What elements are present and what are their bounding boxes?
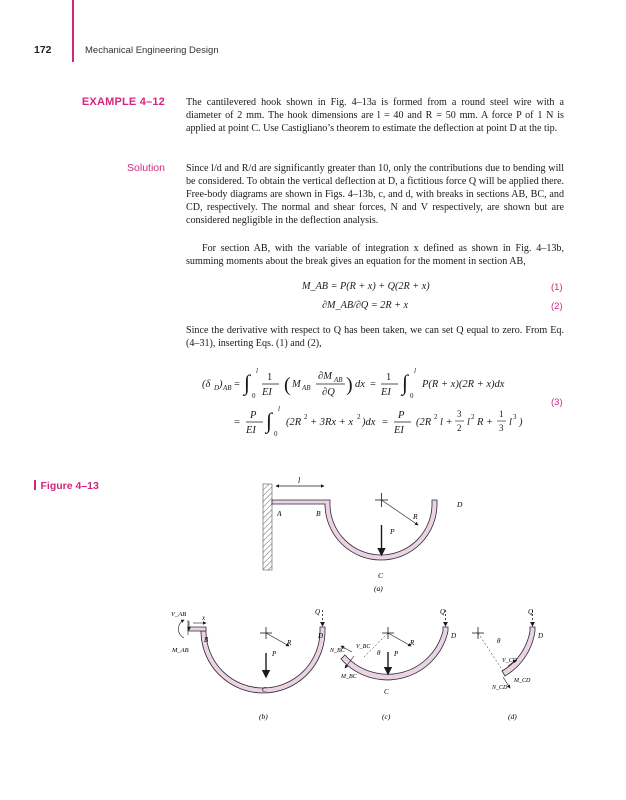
svg-text:3: 3 <box>513 413 517 421</box>
label-D-c: D <box>451 632 457 640</box>
svg-text:∂M: ∂M <box>318 371 332 382</box>
label-x: x <box>202 614 206 622</box>
label-D: D <box>457 500 463 509</box>
panel-a-label: (a) <box>374 584 383 593</box>
figure-4-13 <box>0 470 626 730</box>
svg-text:M: M <box>292 379 301 390</box>
hook-d <box>502 627 535 676</box>
header-rule <box>72 0 74 62</box>
example-label: EXAMPLE 4–12 <box>81 96 165 108</box>
svg-text:EI: EI <box>381 387 391 398</box>
label-l: l <box>298 476 301 485</box>
label-V-AB: V_AB <box>171 611 187 618</box>
label-Q-d: Q <box>528 608 534 616</box>
svg-text:1: 1 <box>386 372 392 383</box>
label-D-d: D <box>538 632 544 640</box>
panel-d-label: (d) <box>508 712 517 721</box>
svg-text:3: 3 <box>457 409 462 419</box>
page-number: 172 <box>34 44 52 56</box>
svg-text:(: ( <box>284 374 291 396</box>
label-M-CD: M_CD <box>514 678 531 684</box>
panel-d-drawing <box>472 610 535 688</box>
panel-b-label: (b) <box>259 712 268 721</box>
svg-text:AB: AB <box>223 384 232 392</box>
equation-2-number: (2) <box>551 301 563 312</box>
label-N-CD: N_CD <box>492 685 508 691</box>
panel-b-drawing <box>178 610 325 693</box>
label-theta-c: θ <box>377 649 381 657</box>
svg-text:2: 2 <box>457 423 462 433</box>
label-B-b: B <box>204 636 209 644</box>
label-B: B <box>316 509 321 518</box>
svg-text:=: = <box>234 417 240 428</box>
svg-text:): ) <box>219 379 223 390</box>
hook-a <box>272 500 437 560</box>
label-Q-b: Q <box>315 608 321 616</box>
svg-text:=: = <box>234 379 240 390</box>
label-C-b: C <box>262 686 267 694</box>
svg-text:2: 2 <box>304 413 308 421</box>
label-M-AB: M_AB <box>172 647 189 654</box>
svg-text:l: l <box>256 367 258 375</box>
label-R-c: R <box>410 639 415 647</box>
label-M-BC: M_BC <box>341 674 357 680</box>
svg-text:2: 2 <box>471 413 475 421</box>
svg-text:=: = <box>370 379 376 390</box>
svg-text:(2R: (2R <box>416 417 432 428</box>
svg-text:AB: AB <box>302 384 311 392</box>
svg-text:2: 2 <box>357 413 361 421</box>
panel-c-label: (c) <box>382 712 391 721</box>
label-C-c: C <box>384 688 389 696</box>
svg-text:l: l <box>414 367 416 375</box>
figure-caption-text: Figure 4–13 <box>40 480 99 492</box>
svg-text:0: 0 <box>410 392 414 400</box>
label-N-BC: N_BC <box>330 648 345 654</box>
example-statement: The cantilevered hook shown in Fig. 4–13a is formed from a round steel wire with a diameter of 2 mm. The hook dimensions are l = 40 and R = 50 mm. A force P of 1 N is applied at point C. Use Castigliano’s theorem to estimate the deflection at point D at the tip. <box>186 97 564 135</box>
label-theta-d: θ <box>497 637 501 645</box>
svg-text:0: 0 <box>274 430 278 438</box>
solution-paragraph-3: Since the derivative with respect to Q has been taken, we can set Q equal to zero. From Eq. (4–31), inserting Eqs. (1) and (2), <box>186 325 564 350</box>
svg-text:+ 3Rx + x: + 3Rx + x <box>310 417 354 428</box>
equation-1: M_AB = P(R + x) + Q(2R + x) <box>302 281 430 292</box>
svg-text:EI: EI <box>246 425 256 436</box>
label-P: P <box>390 527 395 536</box>
svg-text:): ) <box>519 417 523 428</box>
svg-text:P: P <box>398 410 405 421</box>
equation-2: ∂M_AB/∂Q = 2R + x <box>322 300 409 311</box>
svg-text:=: = <box>382 417 388 428</box>
svg-text:0: 0 <box>252 392 256 400</box>
label-V-CD: V_CD <box>502 658 517 664</box>
svg-text:l: l <box>509 417 512 428</box>
svg-text:l +: l + <box>440 417 453 428</box>
svg-text:∫: ∫ <box>266 408 273 433</box>
svg-text:P: P <box>250 410 257 421</box>
label-A: A <box>277 509 282 518</box>
equation-3 <box>200 360 570 438</box>
equation-3-number: (3) <box>551 397 563 408</box>
svg-text:D: D <box>214 384 220 392</box>
svg-text:R +: R + <box>477 417 494 428</box>
label-R-b: R <box>287 639 292 647</box>
svg-text:3: 3 <box>499 423 504 433</box>
label-Q-c: Q <box>440 608 446 616</box>
svg-text:∫: ∫ <box>244 370 251 395</box>
panel-a-drawing <box>263 484 437 570</box>
svg-text:(2R: (2R <box>286 417 302 428</box>
solution-paragraph-2: For section AB, with the variable of integration x defined as shown in Fig. 4–13b, summing moments about the break gives an equation for the moment in section AB, <box>186 243 564 268</box>
svg-text:EI: EI <box>262 387 272 398</box>
svg-text:EI: EI <box>394 425 404 436</box>
equation-1-number: (1) <box>551 282 563 293</box>
solution-label: Solution <box>127 162 165 174</box>
svg-text:P(R + x)(2R + x)dx: P(R + x)(2R + x)dx <box>422 379 505 390</box>
svg-text:∫: ∫ <box>402 370 409 395</box>
svg-text:2: 2 <box>434 413 438 421</box>
svg-text:∂Q: ∂Q <box>322 387 335 398</box>
label-V-BC: V_BC <box>356 644 371 650</box>
running-title: Mechanical Engineering Design <box>85 45 219 56</box>
label-R: R <box>413 512 418 521</box>
hook-b <box>200 627 325 693</box>
svg-text:): ) <box>346 374 353 396</box>
svg-text:1: 1 <box>267 372 273 383</box>
solution-paragraph-1: Since l/d and R/d are significantly greater than 10, only the contributions due to bending will be considered. To obtain the vertical deflection at D, a fictitious force Q will be applied there. Free-body diagrams are shown in Figs. 4–13b, c, and d, with breaks in sections AB, BC, and CD, respectively. The normal and shear forces, N and V respectively, are shown but are considered negligible in the deflection analysis. <box>186 163 564 227</box>
svg-text:dx: dx <box>355 379 365 390</box>
svg-text:l: l <box>467 417 470 428</box>
label-D-b: D <box>318 632 324 640</box>
svg-text:AB: AB <box>334 376 343 384</box>
svg-text:(δ: (δ <box>202 379 211 390</box>
svg-text:1: 1 <box>499 409 504 419</box>
label-P-b: P <box>272 650 277 658</box>
svg-text:)dx: )dx <box>362 417 376 428</box>
wall-support <box>263 484 272 570</box>
label-C: C <box>378 571 384 580</box>
label-P-c: P <box>394 650 399 658</box>
svg-text:l: l <box>278 405 280 413</box>
